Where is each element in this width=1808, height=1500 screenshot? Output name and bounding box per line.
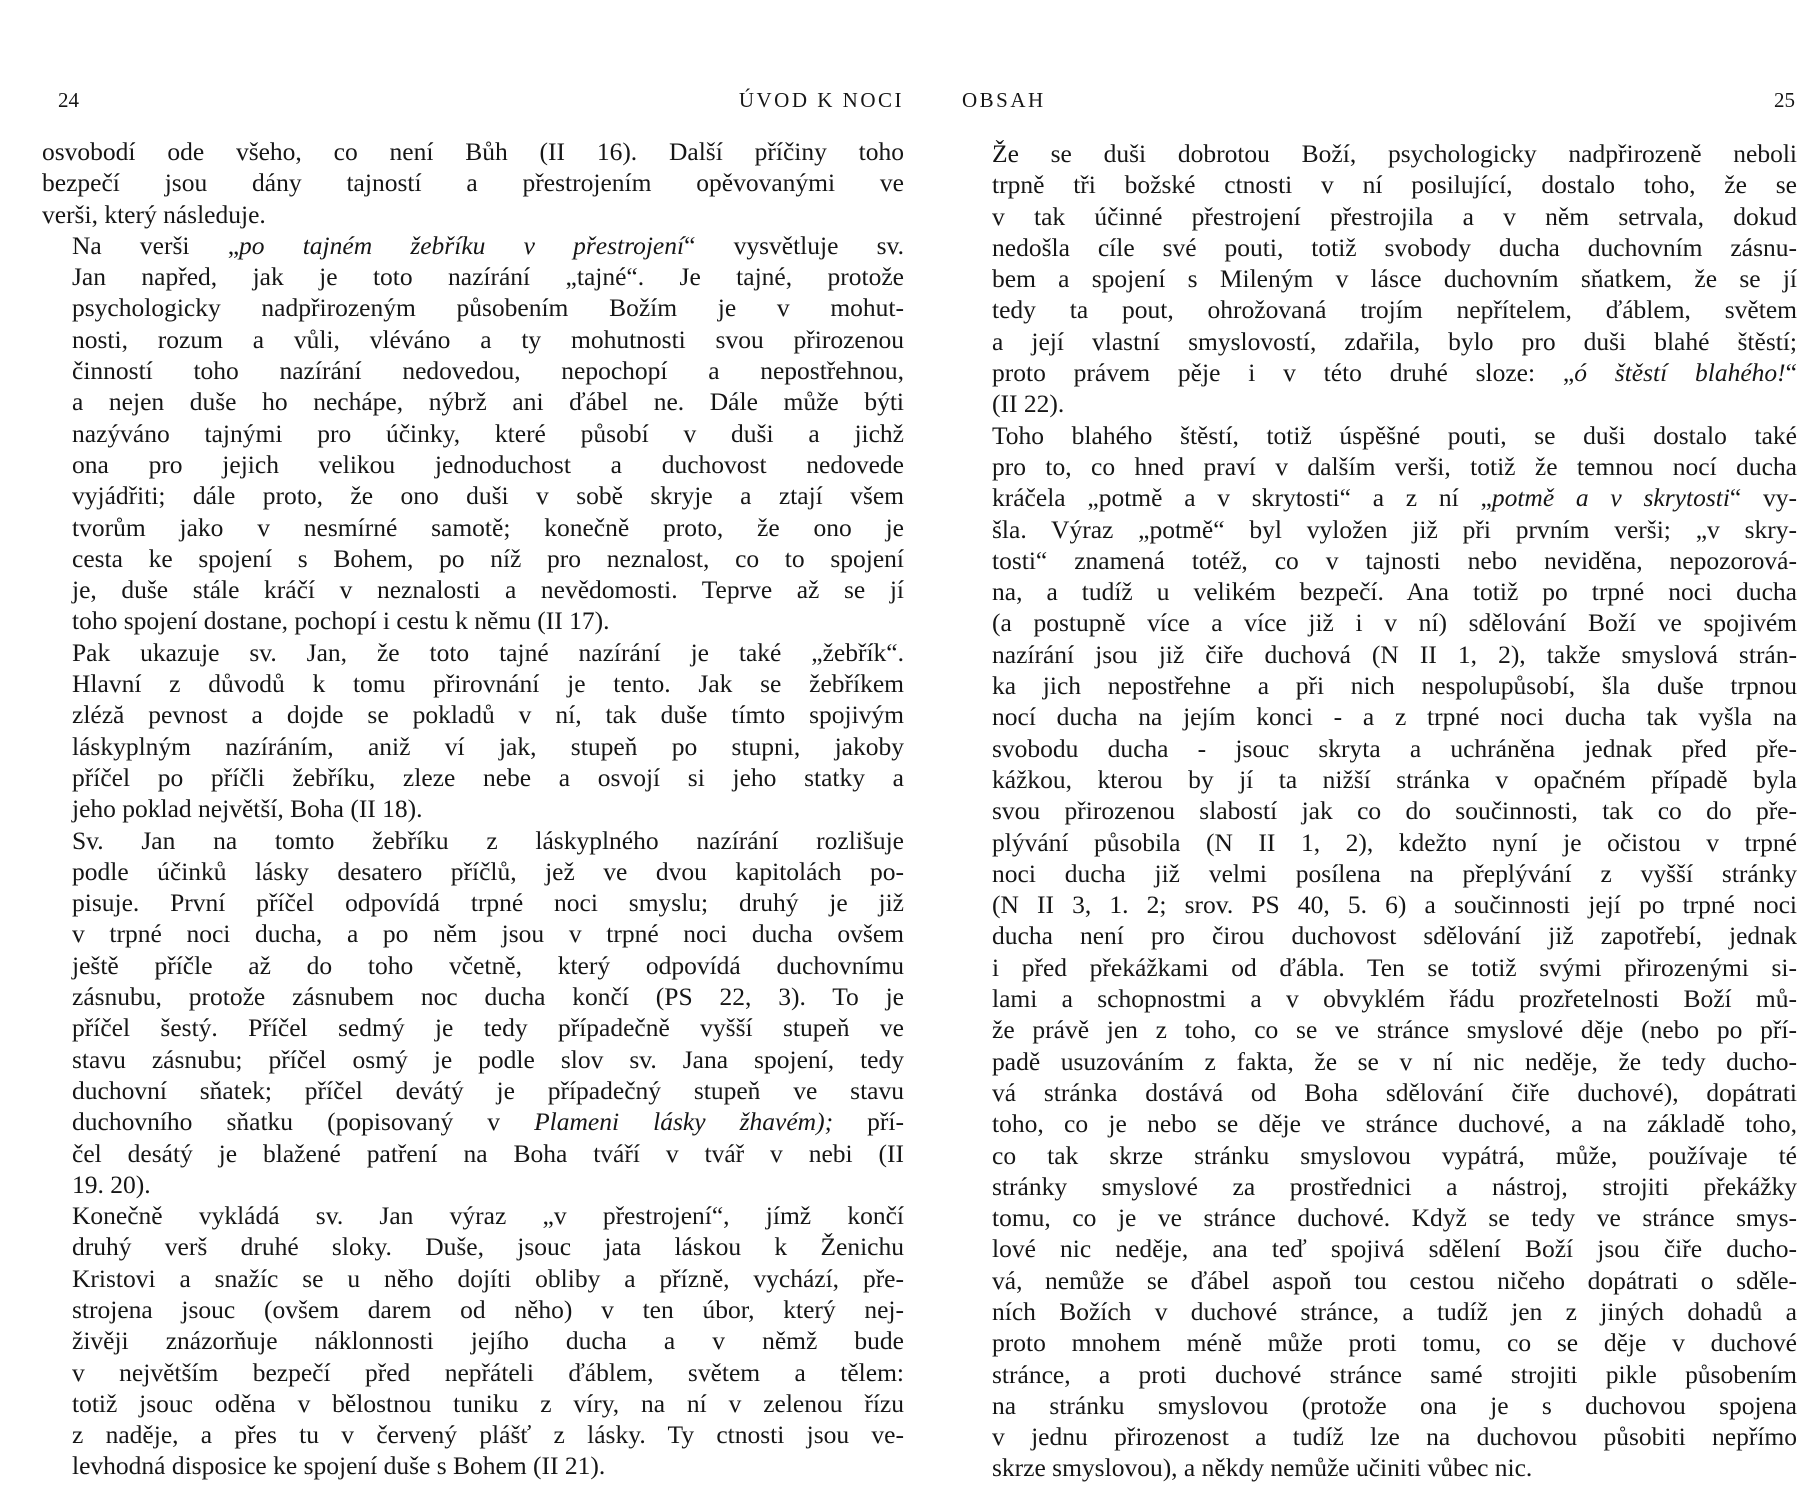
text-line: v tak účinné přestrojení přestrojila a v něm setrvala, dokud bbox=[992, 201, 1797, 231]
text-line: zásnubu, protože zásnubem noc ducha končí (PS 22, 3). To je bbox=[72, 982, 904, 1012]
text-line: vá stránka dostává od Boha sdělování čiře duchové), dopátrati bbox=[992, 1077, 1797, 1107]
text-line: noci ducha již velmi posílena na přeplývání z vyšší stránky bbox=[992, 858, 1797, 888]
text-line: verši, který následuje. bbox=[42, 199, 266, 229]
text-line: tvorům jako v nesmírné samotě; konečně proto, že ono je bbox=[72, 512, 904, 542]
paragraph bbox=[42, 825, 904, 1201]
text-line: stránky smyslové za prostřednici a nástroj, strojiti překážky bbox=[992, 1171, 1797, 1201]
text-line: duchovní sňatek; příčel devátý je případečný stupeň ve stavu bbox=[72, 1075, 904, 1105]
running-head: OBSAH bbox=[962, 88, 1046, 112]
text-line: Pak ukazuje sv. Jan, že toto tajné nazírání je také „žebřík“. bbox=[72, 637, 904, 667]
text-line: Sv. Jan na tomto žebříku z láskyplného nazírání rozlišuje bbox=[72, 825, 904, 855]
text-line: v trpné noci ducha, a po něm jsou v trpné noci ducha ovšem bbox=[72, 919, 904, 949]
text-line: Na verši „po tajném žebříku v přestrojení“ vysvětluje sv. bbox=[72, 230, 904, 260]
text-line: Kristovi a snažíc se u něho dojíti obliby a přízně, vychází, pře- bbox=[72, 1263, 904, 1293]
right-page-body bbox=[962, 138, 1797, 1484]
text-line: Konečně vykládá sv. Jan výraz „v přestrojení“, jímž končí bbox=[72, 1201, 904, 1231]
paragraph bbox=[42, 637, 904, 825]
text-line: 19. 20). bbox=[72, 1169, 151, 1199]
text-line: láskyplným nazíráním, aniž ví jak, stupeň po stupni, jakoby bbox=[72, 731, 904, 761]
text-line: (a postupně více a více již i v ní) sdělování Boží ve spojivém bbox=[992, 608, 1797, 638]
text-line: nosti, rozum a vůli, vléváno a ty mohutnosti svou přirozenou bbox=[72, 324, 904, 354]
text-line: činností toho nazírání nedovedou, nepochopí a nepostřehnou, bbox=[72, 356, 904, 386]
text-line: stránce, a proti duchové stránce samé strojiti pikle působením bbox=[992, 1359, 1797, 1389]
text-line: svobodu ducha - jsouc skryta a uchráněna jednak před pře- bbox=[992, 733, 1797, 763]
text-line: lové nic neděje, ana teď spojivá sdělení Boží jsou čiře ducho- bbox=[992, 1234, 1797, 1264]
text-line: toho, co je nebo se děje ve stránce duchové, a na základě toho, bbox=[992, 1109, 1797, 1139]
text-line: osvobodí ode všeho, co není Bůh (II 16). Další příčiny toho bbox=[42, 137, 904, 166]
text-line: Toho blahého štěstí, totiž úspěšné pouti, se duši dostalo také bbox=[992, 420, 1797, 450]
text-line: svou přirozenou slabostí jak co do součinnosti, tak co do pře- bbox=[992, 796, 1797, 826]
text-line: proto právem pěje i v této druhé sloze: „ó štěstí blahého!“ bbox=[992, 358, 1797, 388]
text-line: nedošla cíle své pouti, totiž svobody ducha duchovním zásnu- bbox=[992, 232, 1797, 262]
running-head: ÚVOD K NOCI bbox=[738, 88, 904, 112]
text-line: vá, nemůže se ďábel aspoň tou cestou ničeho dopátrati o sděle- bbox=[992, 1265, 1797, 1295]
text-line: i před překážkami od ďábla. Ten se totiž svými přirozenými si- bbox=[992, 952, 1797, 982]
text-line: v největším bezpečí před nepřáteli ďáblem, světem a tělem: bbox=[72, 1357, 904, 1387]
paragraph bbox=[42, 136, 904, 230]
text-line: vyjádřiti; dále proto, že ono duši v sobě skryje a ztají všem bbox=[72, 481, 904, 511]
text-line: v jednu přirozenost a tudíž lze na duchovou působiti nepřímo bbox=[992, 1422, 1797, 1452]
text-line: kráčela „potmě a v skrytosti“ a z ní „potmě a v skrytosti“ vy- bbox=[992, 483, 1797, 513]
text-line: Že se duši dobrotou Boží, psychologicky nadpřirozeně neboli bbox=[992, 139, 1797, 168]
text-line: živěji znázorňuje náklonnosti jejího ducha a v němž bude bbox=[72, 1326, 904, 1356]
text-line: stavu zásnubu; příčel osmý je podle slov sv. Jana spojení, tedy bbox=[72, 1044, 904, 1074]
text-line: tedy ta pout, ohrožovaná trojím nepřítelem, ďáblem, světem bbox=[992, 295, 1797, 325]
text-line: kážkou, kterou by jí ta nižší stránka v opačném případě byla bbox=[992, 764, 1797, 794]
text-line: příčel po příčli žebříku, zleze nebe a osvojí si jeho statky a bbox=[72, 762, 904, 792]
text-line: na stránku smyslovou (protože ona je s duchovou spojena bbox=[992, 1390, 1797, 1420]
text-line: pro to, co hned praví v dalším verši, totiž že temnou nocí ducha bbox=[992, 451, 1797, 481]
text-line: ona pro jejich velikou jednoduchost a duchovost nedovede bbox=[72, 449, 904, 479]
text-line: zléză pevnost a dojde se pokladů v ní, tak duše tímto spojivým bbox=[72, 700, 904, 730]
text-line: totiž jsouc oděna v bělostnou tuniku z víry, na ní v zelenou řízu bbox=[72, 1388, 904, 1418]
text-line: ka jich nepostřehne a při nich nespolupůsobí, šla duše trpnou bbox=[992, 671, 1797, 701]
left-page-header bbox=[42, 88, 904, 120]
text-line: ještě příčle až do toho včetně, který odpovídá duchovnímu bbox=[72, 950, 904, 980]
page-number: 24 bbox=[58, 88, 79, 112]
text-line: že právě jen z toho, co se ve stránce smyslové děje (nebo po pří- bbox=[992, 1015, 1797, 1045]
text-line: je, duše stále kráčí v neznalosti a nevědomosti. Teprve až se jí bbox=[72, 575, 904, 605]
text-line: levhodná disposice ke spojení duše s Bohem (II 21). bbox=[72, 1451, 606, 1481]
text-line: strojena jsouc (ovšem darem od něho) v ten úbor, který nej- bbox=[72, 1294, 904, 1324]
text-line: toho spojení dostane, pochopí i cestu k němu (II 17). bbox=[72, 606, 610, 636]
text-line: ních Božích v duchové stránce, a tudíž jen z jiných dohadů a bbox=[992, 1296, 1797, 1326]
text-line: padě usuzováním z fakta, že se v ní nic neděje, že tedy ducho- bbox=[992, 1046, 1797, 1076]
text-line: nazýváno tajnými pro účinky, které působí v duši a jichž bbox=[72, 418, 904, 448]
text-line: nocí ducha na jejím konci - a z trpné noci ducha tak vyšla na bbox=[992, 702, 1797, 732]
text-line: (N II 3, 1. 2; srov. PS 40, 5. 6) a součinnosti její po trpné noci bbox=[992, 890, 1797, 920]
text-line: nazírání jsou již čiře duchová (N II 1, 2), takže smyslová strán- bbox=[992, 639, 1797, 669]
text-line: příčel šestý. Příčel sedmý je tedy případečně vyšší stupeň ve bbox=[72, 1013, 904, 1043]
text-line: bem a spojení s Mileným v lásce duchovním sňatkem, že se jí bbox=[992, 264, 1797, 294]
text-line: co tak skrze stránku smyslovou vypátrá, může, používaje té bbox=[992, 1140, 1797, 1170]
page-number: 25 bbox=[1774, 88, 1795, 112]
text-line: pisuje. První příčel odpovídá trpné noci smyslu; druhý je již bbox=[72, 888, 904, 918]
text-line: lami a schopnostmi a v obvyklém řádu prozřetelnosti Boží mů- bbox=[992, 984, 1797, 1014]
text-line: šla. Výraz „potmě“ byl vyložen již při prvním verši; „v skry- bbox=[992, 514, 1797, 544]
text-line: jeho poklad největší, Boha (II 18). bbox=[72, 794, 423, 824]
right-page-header bbox=[962, 88, 1797, 120]
text-line: na, a tudíž u velikém bezpečí. Ana totiž po trpné noci ducha bbox=[992, 577, 1797, 607]
text-line: bezpečí jsou dány tajností a přestrojením opěvovanými ve bbox=[42, 168, 904, 198]
text-line: skrze smyslovou), a někdy nemůže učiniti vůbec nic. bbox=[992, 1453, 1533, 1483]
text-line: psychologicky nadpřirozeným působením Božím je v mohut- bbox=[72, 293, 904, 323]
text-line: a nejen duše ho nechápe, nýbrž ani ďábel ne. Dále může býti bbox=[72, 387, 904, 417]
text-line: (II 22). bbox=[992, 389, 1065, 419]
text-line: čel desátý je blažené patření na Boha tváří v tvář v nebi (II bbox=[72, 1138, 904, 1168]
text-line: tosti“ znamená totéž, co v tajnosti nebo neviděna, nepozorová- bbox=[992, 545, 1797, 575]
text-line: z naděje, a přes tu v červený plášť z lásky. Ty ctnosti jsou ve- bbox=[72, 1420, 904, 1450]
text-line: tomu, co je ve stránce duchové. Když se tedy ve stránce smys- bbox=[992, 1203, 1797, 1233]
paragraph bbox=[962, 420, 1797, 1484]
text-line: druhý verš druhé sloky. Duše, jsouc jata láskou k Ženichu bbox=[72, 1232, 904, 1262]
text-line: plývání působila (N II 1, 2), kdežto nyní je očistou v trpné bbox=[992, 827, 1797, 857]
text-line: trpně tři božské ctnosti v ní posilující, dostalo toho, že se bbox=[992, 170, 1797, 200]
text-line: a její vlastní smyslovostí, zdařila, bylo pro duši blahé štěstí; bbox=[992, 326, 1797, 356]
left-page-body bbox=[42, 136, 904, 1482]
text-line: cesta ke spojení s Bohem, po níž pro neznalost, co to spojení bbox=[72, 543, 904, 573]
text-line: Hlavní z důvodů k tomu přirovnání je tento. Jak se žebříkem bbox=[72, 669, 904, 699]
paragraph bbox=[962, 138, 1797, 420]
text-line: ducha není pro čirou duchovost sdělování již zapotřebí, jednak bbox=[992, 921, 1797, 951]
text-line: Jan napřed, jak je toto nazírání „tajné“. Je tajné, protože bbox=[72, 262, 904, 292]
text-line: proto mnohem méně může proti tomu, co se děje v duchové bbox=[992, 1328, 1797, 1358]
paragraph bbox=[42, 230, 904, 637]
paragraph bbox=[42, 1200, 904, 1482]
text-line: podle účinků lásky desatero příčlů, jež ve dvou kapitolách po- bbox=[72, 856, 904, 886]
text-line: duchovního sňatku (popisovaný v Plameni lásky žhavém); pří- bbox=[72, 1107, 904, 1137]
